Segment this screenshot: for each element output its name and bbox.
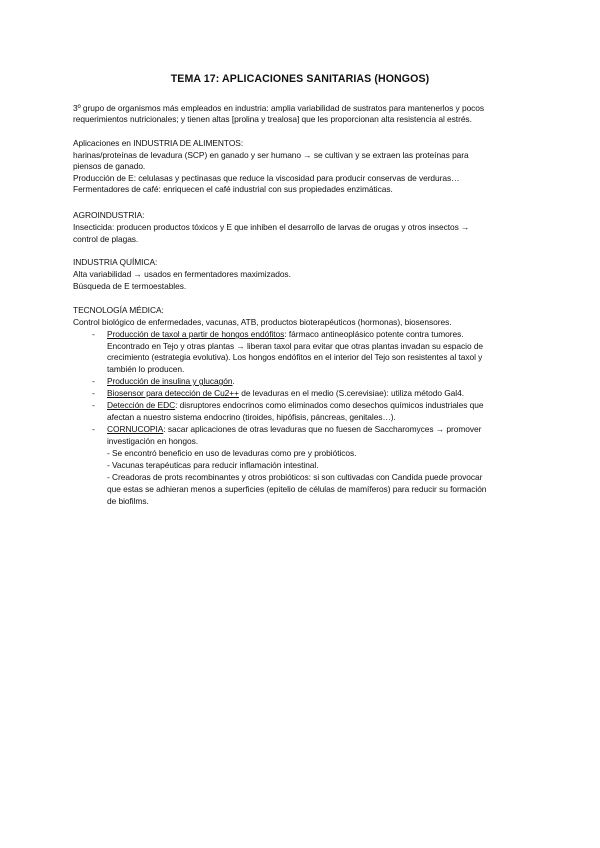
section-heading-quimica: INDUSTRIA QUÍMICA: [73, 257, 158, 267]
item-text: de levaduras en el medio (S.cerevisiae): utiliza método Gal4. [238, 388, 464, 398]
item-text: investigación en hongos. [107, 436, 198, 446]
item-label: Detección de EDC [107, 400, 176, 410]
alimentos-line: Producción de E: celulasas y pectinasas que reduce la viscosidad para producir conservas de verduras… [73, 173, 460, 183]
section-heading-medica: TECNOLOGÍA MÉDICA: [73, 305, 164, 315]
intro-line: requerimientos nutricionales; y tienen altas [prolina y trealosa] que les proporcionan alta resistencia al estrés. [73, 114, 472, 124]
section-heading-alimentos: Aplicaciones en INDUSTRIA DE ALIMENTOS: [73, 138, 244, 148]
alimentos-line: harinas/proteínas de levadura (SCP) en ganado y ser humano → se cultivan y se extraen las proteínas para [73, 150, 469, 160]
bullet-dash: - [92, 376, 95, 386]
bullet-dash: - [92, 388, 95, 398]
item-text: : fármaco antineoplásico potente contra tumores. [284, 329, 464, 339]
alimentos-line: Fermentadores de café: enriquecen el café industrial con sus propiedades enzimáticas. [73, 184, 393, 194]
list-item [107, 400, 483, 411]
item-label: Biosensor para detección de Cu2++ [107, 388, 239, 398]
item-text: - Creadoras de prots recombinantes y otros probióticos: si son cultivadas con Candida puede provocar [107, 472, 483, 482]
bullet-dash: - [92, 400, 95, 410]
item-label: CORNUCOPIA [107, 424, 164, 434]
item-text: : disruptores endocrinos como eliminados como desechos químicos industriales que [175, 400, 484, 410]
item-label: Producción de taxol a partir de hongos endófitos [107, 329, 285, 339]
item-label: Producción de insulina y glucagón [107, 376, 233, 386]
bullet-dash: - [92, 329, 95, 339]
item-text: - Se encontró beneficio en uso de levaduras como pre y probióticos. [107, 448, 357, 458]
item-text: - Vacunas terapéuticas para reducir inflamación intestinal. [107, 460, 319, 470]
item-text: también lo producen. [107, 364, 185, 374]
bullet-dash: - [92, 424, 95, 434]
item-text: crecimiento (estrategia evolutiva). Los hongos endófitos en el interior del Tejo son resistentes al taxol y [107, 352, 483, 362]
list-item [107, 376, 235, 387]
intro-line: 3º grupo de organismos más empleados en industria: amplia variabilidad de sustratos para mantenerlos y pocos [73, 103, 485, 113]
agro-line: control de plagas. [73, 234, 139, 244]
page-title: TEMA 17: APLICACIONES SANITARIAS (HONGOS) [170, 73, 430, 85]
alimentos-line: piensos de ganado. [73, 161, 146, 171]
item-text: Encontrado en Tejo y otras plantas → liberan taxol para evitar que otras plantas invadan su espacio de [107, 341, 484, 351]
item-text: . [232, 376, 235, 386]
list-item [107, 329, 464, 340]
agro-line: Insecticida: producen productos tóxicos y E que inhiben el desarrollo de larvas de orugas y otros insectos → [73, 222, 470, 232]
quimica-line: Búsqueda de E termoestables. [73, 281, 187, 291]
section-heading-agroindustria: AGROINDUSTRIA: [73, 210, 145, 220]
quimica-line: Alta variabilidad → usados en fermentadores maximizados. [73, 269, 291, 279]
list-item [107, 424, 481, 435]
item-text: que estas se adhieran menos a superficies (epitelio de células de mamíferos) para reducir su formación [107, 484, 487, 494]
list-item [107, 388, 464, 399]
item-text: de biofilms. [107, 496, 149, 506]
item-text: afectan a nuestro sistema endocrino (tiroides, hipófisis, páncreas, genitales…). [107, 412, 396, 422]
medica-intro: Control biológico de enfermedades, vacunas, ATB, productos bioterapéuticos (hormonas), biosensores. [73, 317, 452, 327]
item-text: : sacar aplicaciones de otras levaduras que no fuesen de Saccharomyces → promover [163, 424, 482, 434]
